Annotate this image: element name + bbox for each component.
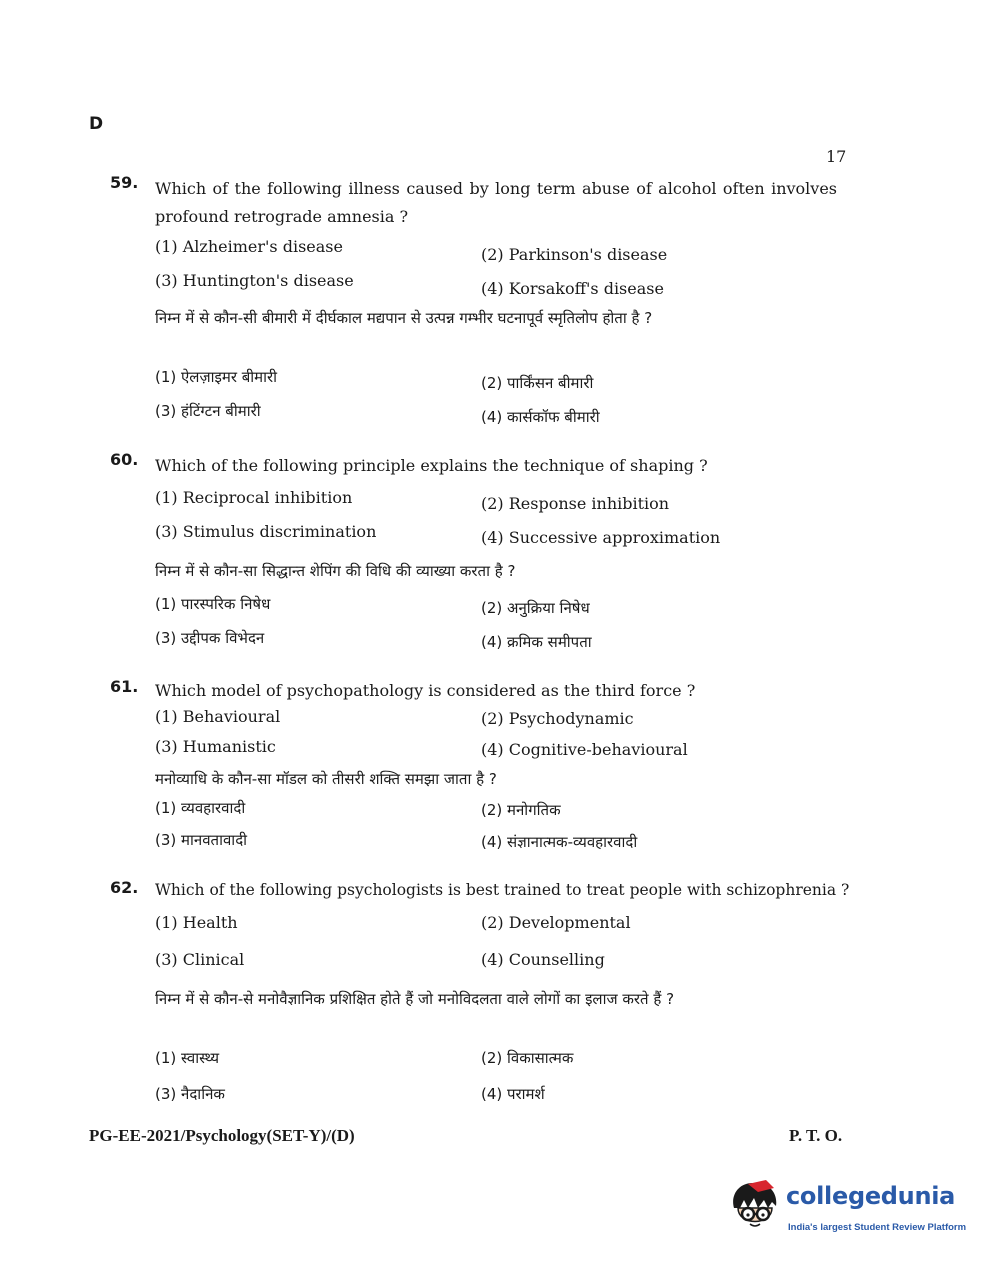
option-en: (4) Cognitive-behavioural: [481, 740, 688, 759]
option-en: (1) Reciprocal inhibition: [155, 488, 353, 507]
question-text-hi: निम्न में से कौन-सी बीमारी में दीर्घकाल मद्यपान से उत्पन्न गम्भीर घटनापूर्व स्मृतिलोप होता है ?: [155, 309, 653, 327]
question-number: 59.: [110, 173, 139, 192]
option-en: (3) Humanistic: [155, 737, 276, 756]
question-text-en: Which model of psychopathology is considered as the third force ?: [155, 681, 696, 700]
option-hi: (4) संज्ञानात्मक-व्यवहारवादी: [481, 833, 638, 851]
question-text-en: Which of the following illness caused by long term abuse of alcohol often involves profound retrograde amnesia ?: [155, 179, 837, 226]
option-en: (2) Response inhibition: [481, 494, 670, 513]
option-hi: (4) क्रमिक समीपता: [481, 633, 592, 651]
paper-code: PG-EE-2021/Psychology(SET-Y)/(D): [89, 1126, 355, 1145]
collegedunia-watermark: [726, 1178, 966, 1248]
option-en: (1) Alzheimer's disease: [155, 237, 343, 256]
option-hi: (3) मानवतावादी: [155, 831, 248, 849]
brand-name: collegedunia: [786, 1182, 956, 1210]
option-hi: (3) हंटिंग्टन बीमारी: [155, 402, 261, 420]
option-hi: (3) उद्दीपक विभेदन: [155, 629, 265, 647]
page-number: 17: [826, 147, 847, 166]
option-en: (4) Successive approximation: [481, 528, 721, 547]
option-en: (1) Behavioural: [155, 707, 281, 726]
option-en: (2) Psychodynamic: [481, 709, 634, 728]
option-hi: (1) स्वास्थ्य: [155, 1049, 220, 1067]
option-hi: (2) विकासात्मक: [481, 1049, 574, 1067]
option-en: (2) Developmental: [481, 913, 631, 932]
option-en: (1) Health: [155, 913, 238, 932]
set-code: D: [89, 114, 104, 134]
option-hi: (2) पार्किंसन बीमारी: [481, 374, 594, 392]
option-hi: (1) व्यवहारवादी: [155, 799, 246, 817]
option-en: (4) Counselling: [481, 950, 605, 969]
question-text-hi: मनोव्याधि के कौन-सा मॉडल को तीसरी शक्ति समझा जाता है ?: [155, 770, 497, 788]
question-number: 61.: [110, 677, 139, 696]
pto-label: P. T. O.: [789, 1126, 843, 1145]
mascot-icon: [726, 1178, 784, 1238]
brand-tagline: India's largest Student Review Platform: [788, 1222, 967, 1233]
option-hi: (1) ऐलज़ाइमर बीमारी: [155, 368, 278, 386]
question-text-hi: निम्न में से कौन-सा सिद्धान्त शेपिंग की विधि की व्याख्या करता है ?: [155, 562, 516, 580]
option-en: (2) Parkinson's disease: [481, 245, 668, 264]
option-en: (3) Clinical: [155, 950, 245, 969]
question-number: 62.: [110, 878, 139, 897]
option-hi: (1) पारस्परिक निषेध: [155, 595, 271, 613]
option-hi: (4) परामर्श: [481, 1085, 545, 1103]
question-number: 60.: [110, 450, 139, 469]
option-hi: (4) कार्सकॉफ बीमारी: [481, 408, 600, 426]
option-en: (3) Stimulus discrimination: [155, 522, 377, 541]
question-text-en: Which of the following psychologists is best trained to treat people with schizophrenia ?: [155, 881, 850, 899]
option-hi: (2) अनुक्रिया निषेध: [481, 599, 590, 617]
option-en: (4) Korsakoff's disease: [481, 279, 664, 298]
option-hi: (3) नैदानिक: [155, 1085, 225, 1103]
option-en: (3) Huntington's disease: [155, 271, 354, 290]
question-text-en: Which of the following principle explains the technique of shaping ?: [155, 456, 708, 475]
question-text-hi: निम्न में से कौन-से मनोवैज्ञानिक प्रशिक्षित होते हैं जो मनोविदलता वाले लोगों का इलाज करते हैं ?: [155, 990, 675, 1008]
option-hi: (2) मनोगतिक: [481, 801, 561, 819]
